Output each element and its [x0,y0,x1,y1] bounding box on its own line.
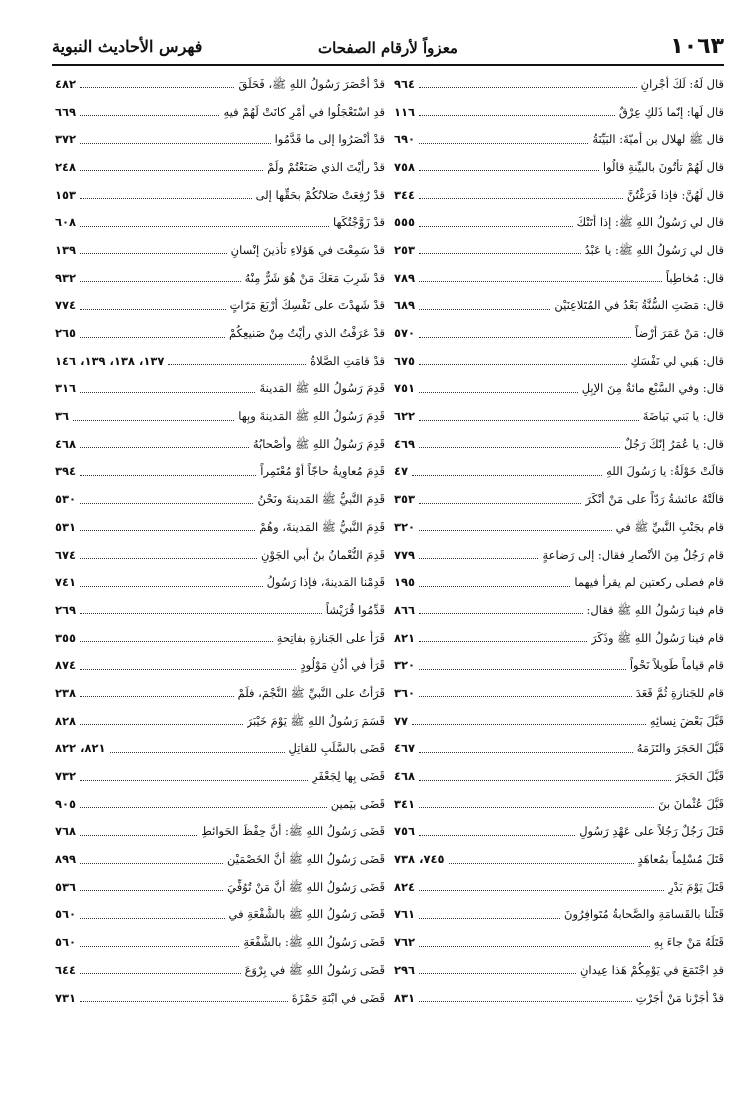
left-column [55,70,385,1011]
page-reference: ٥٥٥ [394,215,416,230]
dot-leader [419,309,550,310]
hadith-incipit: قَضَى رَسُولُ اللهِ ﷺ: بالشُّفْعَةِ [243,935,385,950]
index-entry [394,236,724,264]
index-entry [394,707,724,735]
hadith-incipit: قدْ رُفِعَتْ صَلاتُكُمْ بحَقِّها إلى [255,187,385,202]
hadith-incipit: قدْ قامَتِ الصَّلاةُ [310,353,385,368]
hadith-incipit: قَبَّلَ الحَجَرَ [674,769,724,784]
dot-leader [419,115,615,116]
hadith-incipit: قَضَى رَسُولُ اللهِ ﷺ أنَّ مَنْ تُوُفِّيَ [227,879,385,894]
dot-leader [73,420,234,421]
index-entry [394,153,724,181]
dot-leader [419,447,620,448]
page-reference: ٦٢٢ [394,409,416,424]
hadith-incipit: قال لَهُنَّ: فإذا فَرَغْتُنَّ [626,187,724,202]
hadith-incipit: قدْ شَرِبَ مَعَكَ مَنْ هُوَ شَرٌّ مِنْهُ [244,270,385,285]
dot-leader [80,890,223,891]
page-reference: ٢٦٩ [55,602,77,617]
page-reference: ٦٧٥ [394,353,416,368]
index-entry [55,735,385,763]
page-reference: ٣٦ [55,409,70,424]
page-reference: ٥٦٠ [55,935,77,950]
dot-leader [80,696,234,697]
dot-leader [80,143,271,144]
index-entry [55,845,385,873]
page-reference: ٧٦٢ [394,935,416,950]
page-reference: ٨٢١ [394,630,416,645]
page-reference: ٦٧٤ [55,547,77,562]
section-title: فهرس الأحاديث النبوية [52,37,203,56]
dot-leader [419,170,599,171]
dot-leader [419,503,581,504]
page-reference: ٨٩٩ [55,852,77,867]
page-reference: ٨٢١، ٨٢٢ [55,741,106,756]
dot-leader [80,724,243,725]
hadith-incipit: قال لَهُمْ تأتُونَ بالبيِّنةِ قالُوا [602,159,724,174]
dot-leader [419,143,588,144]
dot-leader [419,752,633,753]
dot-leader [80,613,322,614]
hadith-incipit: قام بجَنْبِ النَّبيِّ ﷺ في [615,519,724,534]
dot-leader [419,586,570,587]
index-entry [394,651,724,679]
hadith-incipit: قام فينا رَسُولُ اللهِ ﷺ فقال: [586,602,724,617]
hadith-incipit: قام قياماً طَويلاً نَحْواً [629,658,724,673]
index-entry [394,762,724,790]
dot-leader [419,613,582,614]
page-reference: ٧٧٤ [55,298,77,313]
page-reference: ٦٨٩ [394,298,416,313]
hadith-incipit: قَرَأَ على الجَنازةِ بفاتِحةِ [276,630,385,645]
hadith-incipit: قَرَأَ في أُذُنِ مَوْلُودٍ [300,658,385,673]
index-entry [55,651,385,679]
hadith-incipit: قَتَلَهُ مَنْ جاءَ بِهِ [653,935,724,950]
page-reference: ٩٣٢ [55,270,77,285]
dot-leader [80,641,273,642]
dot-leader [419,364,627,365]
hadith-incipit: قَتَلَ يَوْمَ بَدْرٍ [667,879,724,894]
hadith-incipit: قالَتْ خَوْلَةُ: يا رَسُولَ اللهِ [606,464,724,479]
index-entry [55,568,385,596]
page-reference: ١٥٣ [55,187,77,202]
page-reference: ٣٥٥ [55,630,77,645]
hadith-incipit: قَضَى رَسُولُ اللهِ ﷺ بالشُّفْعَةِ في [228,907,385,922]
hadith-incipit: قالَتْهُ عائشةُ رَدّاً على مَنْ أنْكَرَ [585,492,724,507]
dot-leader [419,420,639,421]
hadith-incipit: قَدِمَ النَّبيُّ ﷺ المَدينةَ، وهُمْ [259,519,385,534]
index-entry [394,98,724,126]
index-entry [55,928,385,956]
hadith-incipit: قَضَى رَسُولُ اللهِ ﷺ: أنَّ حِفْظَ الحَوائطِ [201,824,385,839]
index-entry [55,818,385,846]
page-reference: ٧٨٩ [394,270,416,285]
page-reference: ٥٣٠ [55,492,77,507]
dot-leader [419,253,581,254]
index-entry [55,430,385,458]
dot-leader [80,1001,288,1002]
hadith-incipit: قَدِمَ مُعاوِيةُ حاجّاً أوْ مُعْتَمِراً [260,464,385,479]
index-entry [55,208,385,236]
index-entry [394,458,724,486]
dot-leader [419,669,626,670]
page-reference: ٤٦٩ [394,436,416,451]
page-reference: ٧٥٦ [394,824,416,839]
index-entry [394,264,724,292]
hadith-incipit: قام فصلى ركعتين لم يقرأ فيهما [574,575,724,590]
dot-leader [419,226,573,227]
hadith-incipit: قال: هَبي لي نَفْسَكِ [630,353,724,368]
index-entry [394,485,724,513]
index-entry [394,873,724,901]
index-entry [55,956,385,984]
index-entry [394,375,724,403]
index-entry [394,984,724,1012]
index-entry [55,541,385,569]
dot-leader [419,835,575,836]
hadith-incipit: قال لَها: إنّما ذَلكِ عِرْقٌ [618,104,724,119]
index-entry [394,956,724,984]
page-reference: ٥٦٠ [55,907,77,922]
page-reference: ٣٤١ [394,796,416,811]
index-entry [55,98,385,126]
hadith-incipit: قَتَلَ رَجُلٌ رَجُلاً على عَهْدِ رَسُولِ [579,824,724,839]
index-entry [55,485,385,513]
hadith-incipit: قال: مَضَتِ السُّنَّةُ بَعْدُ في المُتَلاعِنَيْنِ [554,298,724,313]
page-reference: ٤٦٨ [394,769,416,784]
hadith-incipit: قام للجَنازةِ ثُمَّ قَعَدَ [635,685,724,700]
hadith-incipit: قال: يا بَني بَياضَةَ [642,409,724,424]
page-reference: ٢٦٥ [55,326,77,341]
index-entry [394,596,724,624]
page-reference: ٨٧٤ [55,658,77,673]
hadith-incipit: قدْ عَرَفْتُ الذي رأيْتُ مِنْ صَنيعِكُمْ [229,326,385,341]
dot-leader [419,780,671,781]
hadith-incipit: قال لَهُ: لَكَ أجْرانِ [640,76,724,91]
page-reference: ٧٦٨ [55,824,77,839]
dot-leader [80,530,255,531]
index-entry [394,679,724,707]
dot-leader [419,641,587,642]
hadith-incipit: قَرَأْتُ على النَّبيِّ ﷺ النَّجْمَ، فلَمْ [237,685,385,700]
hadith-incipit: قَبَّلَ عُثْمانَ بنَ [658,796,724,811]
hadith-incipit: قدْ أحْصَرَ رَسُولُ اللهِ ﷺ، فَحَلَقَ [238,76,385,91]
hadith-incipit: قال: وفي السَّبْعِ مائةٌ مِنَ الإبِلِ [581,381,724,396]
page-reference: ٦٠٨ [55,215,77,230]
hadith-incipit: قَبَّلَ بَعْضَ نِسائِهِ [649,713,724,728]
index-entry [55,901,385,929]
hadith-incipit: قال ﷺ لهلال بن أميّةَ: البَيِّنَةُ [592,132,724,147]
page-reference: ٤٨٢ [55,76,77,91]
hadith-incipit: قام فينا رَسُولُ اللهِ ﷺ وذَكَرَ [591,630,724,645]
index-entry [55,153,385,181]
dot-leader [419,696,632,697]
index-entry [55,125,385,153]
hadith-incipit: قال: مُخاطِباً [665,270,724,285]
page-reference: ٦٤٤ [55,962,77,977]
dot-leader [419,918,560,919]
hadith-incipit: قَدِمَ النُّعْمانُ بنُ أبي الجَوْنِ [260,547,385,562]
index-entry [394,208,724,236]
page-reference: ٢٤٨ [55,159,77,174]
hadith-incipit: قَتَلَ مُسْلِماً بمُعاهَدٍ [637,852,724,867]
hadith-incipit: قَبَّلَ الحَجَرَ والتَزَمَهُ [636,741,724,756]
hadith-incipit: قال لي رَسُولُ اللهِ ﷺ: إذا أتَتْكَ [576,215,724,230]
dot-leader [80,253,227,254]
dot-leader [412,475,602,476]
page-reference: ٥٧٠ [394,326,416,341]
index-entry [394,430,724,458]
index-entry [55,292,385,320]
dot-leader [419,87,637,88]
hadith-incipit: قَتَلْنا بالقَسامَةِ والصَّحابةُ مُتَوافِرُونَ [564,907,724,922]
page-reference: ٤٦٨ [55,436,77,451]
dot-leader [80,475,256,476]
dot-leader [419,198,623,199]
hadith-incipit: قدْ أجَرْنا مَنْ أجَرْتِ [635,990,724,1005]
hadith-incipit: قَضَى رَسُولُ اللهِ ﷺ في بِرْوَعَ [244,962,385,977]
dot-leader [419,281,662,282]
dot-leader [419,558,538,559]
page-reference: ٧٥١ [394,381,416,396]
page-reference: ٩٦٤ [394,76,416,91]
hadith-incipit: قال: يا عُمَرُ إنّكَ رَجُلٌ [624,436,724,451]
hadith-incipit: قَدِمَ رَسُولُ اللهِ ﷺ وأصْحابُهُ [252,436,385,451]
page-reference: ٤٦٧ [394,741,416,756]
hadith-incipit: قدْ رأيْتَ الذي صَنَعْتُمْ ولَمْ [267,159,385,174]
page-reference: ٧٤٥، ٧٣٨ [394,852,445,867]
index-entry [394,735,724,763]
page-reference: ٢٩٦ [394,962,416,977]
index-entry [55,458,385,486]
hadith-incipit: قدْ زَوَّجْتُكَها [332,215,385,230]
page-reference: ٧٣١ [55,990,77,1005]
dot-leader [110,752,285,753]
index-entry [55,181,385,209]
index-entry [394,513,724,541]
dot-leader [80,226,329,227]
index-entry [55,319,385,347]
dot-leader [419,807,654,808]
page-reference: ٥٣٦ [55,879,77,894]
hadith-incipit: قَدِمَ رَسُولُ اللهِ ﷺ المَدينةَ [259,381,385,396]
hadith-incipit: قَضَى رَسُولُ اللهِ ﷺ أنَّ الخَصْمَيْنِ [227,852,385,867]
hadith-incipit: قدِ اسْتَعْجَلُوا في أمْرٍ كانَتْ لَهُمْ فيهِ [223,104,385,119]
dot-leader [80,115,219,116]
dot-leader [80,973,241,974]
hadith-incipit: قَسَمَ رَسُولُ اللهِ ﷺ يَوْمَ خَيْبَرَ [246,713,385,728]
dot-leader [80,170,263,171]
page-reference: ٩٠٥ [55,796,77,811]
index-entry [55,707,385,735]
page-reference: ٨٦٦ [394,602,416,617]
dot-leader [80,392,255,393]
dot-leader [80,946,239,947]
dot-leader [80,558,257,559]
index-entry [55,347,385,375]
index-entry [394,928,724,956]
page-reference: ٧٣٢ [55,769,77,784]
dot-leader [80,337,225,338]
page-number: ١٠٦٣ [670,34,724,59]
index-entry [394,347,724,375]
index-entry [55,790,385,818]
index-entry [394,125,724,153]
dot-leader [80,669,296,670]
hadith-incipit: قَضَى في ابْنَةِ حَمْزَةَ [291,990,385,1005]
page-reference: ١٣٧، ١٣٨، ١٣٩، ١٤٦ [55,353,165,368]
page-reference: ٧٧ [394,713,409,728]
dot-leader [80,503,253,504]
dot-leader [80,835,197,836]
dot-leader [419,1001,632,1002]
dot-leader [419,530,612,531]
index-entry [55,984,385,1012]
index-entry [394,624,724,652]
index-entry [55,264,385,292]
right-column [394,70,724,1011]
header-rule [52,64,724,66]
index-entry [55,762,385,790]
page-reference: ٣٩٤ [55,464,77,479]
index-entry [394,402,724,430]
page-reference: ٢٥٣ [394,242,416,257]
dot-leader [80,87,234,88]
hadith-incipit: قام رَجُلٌ مِنَ الأنْصارِ فقال: إلى رَضاعةٍ [542,547,724,562]
dot-leader [419,973,576,974]
page-reference: ٧٦١ [394,907,416,922]
index-entry [394,70,724,98]
hadith-incipit: قدِ اجْتَمَعَ في يَوْمِكُمْ هَذا عِيدانِ [579,962,724,977]
dot-leader [80,198,252,199]
index-entry [55,513,385,541]
hadith-incipit: قَدِمَ رَسُولُ اللهِ ﷺ المَدينةَ وبِها [238,409,385,424]
page-reference: ٧٧٩ [394,547,416,562]
index-entry [55,70,385,98]
hadith-incipit: قَدِّمُوا قُرَيْشاً [325,602,385,617]
page-reference: ٤٧ [394,464,409,479]
page-header [52,34,724,64]
hadith-incipit: قَضَى بِها لِجَعْفَرٍ [311,769,385,784]
index-entry [394,901,724,929]
page-reference: ٥٣١ [55,519,77,534]
page-reference: ٣٥٣ [394,492,416,507]
page-reference: ٣٧٢ [55,132,77,147]
page-reference: ١٣٩ [55,242,77,257]
index-entry [394,292,724,320]
dot-leader [80,780,308,781]
index-entry [55,679,385,707]
dot-leader [419,392,578,393]
dot-leader [80,807,327,808]
page-reference: ٨٣١ [394,990,416,1005]
page-reference: ٧٤١ [55,575,77,590]
index-entry [394,568,724,596]
page-reference: ٣١٦ [55,381,77,396]
page-reference: ٢٣٨ [55,685,77,700]
dot-leader [80,586,263,587]
page-reference: ٣٢٠ [394,519,416,534]
index-entry [394,845,724,873]
index-entry [394,541,724,569]
page-reference: ٦٦٩ [55,104,77,119]
dot-leader [449,863,634,864]
page-reference: ٣٤٤ [394,187,416,202]
hadith-incipit: قال لي رَسُولُ اللهِ ﷺ: يا عَبْدُ [584,242,724,257]
dot-leader [419,890,664,891]
page-reference: ٣٦٠ [394,685,416,700]
hadith-incipit: قدْ شَهِدْتَ على نَفْسِكَ أرْبَعَ مَرّاتٍ [229,298,385,313]
index-entry [394,181,724,209]
hadith-incipit: قَضَى بيَمينٍ [330,796,385,811]
dot-leader [412,724,646,725]
dot-leader [80,918,224,919]
dot-leader [80,309,226,310]
running-title: معزواً لأرقام الصفحات [318,39,458,57]
dot-leader [168,364,306,365]
index-entry [55,402,385,430]
page-reference: ١٩٥ [394,575,416,590]
dot-leader [80,863,223,864]
page-reference: ٨٢٤ [394,879,416,894]
hadith-incipit: قدْ أنْصَرُوا إلى ما قَدَّمُوا [274,132,385,147]
index-entry [55,596,385,624]
index-entry [55,375,385,403]
dot-leader [419,946,650,947]
page-reference: ٣٢٠ [394,658,416,673]
page-reference: ٨٢٨ [55,713,77,728]
hadith-incipit: قَضَى بالسَّلَبِ للقاتِلِ [288,741,385,756]
hadith-incipit: قال: مَنْ عَمَرَ أرْضاً [635,326,724,341]
page-reference: ٧٥٨ [394,159,416,174]
index-entry [55,624,385,652]
index-entry [394,818,724,846]
dot-leader [419,337,631,338]
dot-leader [80,447,249,448]
hadith-incipit: قدْ سَمِعْتَ في هَؤلاءِ تأذينَ إنْسانٍ [230,242,385,257]
dot-leader [80,281,241,282]
page-reference: ٦٩٠ [394,132,416,147]
hadith-incipit: قَدِمْنا المَدينةَ، فإذا رَسُولُ [266,575,385,590]
hadith-incipit: قَدِمَ النَّبيُّ ﷺ المَدينةَ ونَحْنُ [257,492,385,507]
index-entry [55,236,385,264]
page-reference: ١١٦ [394,104,416,119]
index-entry [394,790,724,818]
index-entry [55,873,385,901]
index-entry [394,319,724,347]
